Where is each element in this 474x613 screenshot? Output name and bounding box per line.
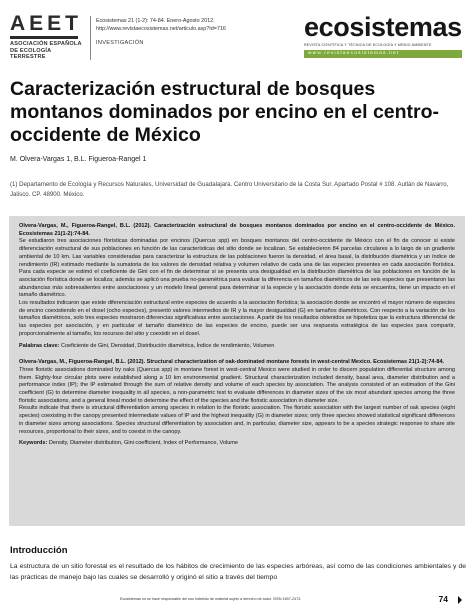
abstract-en-citation: Olvera-Vargas, M., Figueroa-Rangel, B.L. (2012). Structural characterization of oak-dominated montane forests in west-central Mexico. Ecosistemas 21(1-2):74-84.: [19, 359, 445, 366]
abstract-es-results: Los resultados indicaron que existe diferenciación estructural entre especies de acuerdo a la asociación florística; la asociación donde se encontró el mayor número de especies de encino coexistiendo en el dosel (ocho especies), presentó valores intermedios de IR y la mayor desigualdad (G) en tamaños diamétricos. Con respecto a la variación de los tamaños diamétricos, solo tres especies mostraron diferencias significativas entre asociaciones. A partir de los resultados obtenidos se hipotetiza que la estructura diferencial de las especies por asociación, y en particular el tamaño diamétrico de las especies de encino, puede ser una respuesta estratégica de las especies para compartir, proporcionalmente al tamaño, los recursos del sitio y coexistir en el dosel.: [19, 300, 455, 337]
aeet-logo: [10, 14, 84, 61]
aeet-logo-subtitle-1: ASOCIACIÓN ESPAÑOLA: [10, 41, 82, 47]
section-label: INVESTIGACIÓN: [96, 40, 144, 47]
page-header: [10, 14, 466, 72]
abstract-en-results: Results indicate that there is structural differentiation among species in relation to the floristic association. The floristic association with the largest number of oak species (eight species) coexisting in the canopy presented intermediate values of IP and the highest inequality (G) in diameter sizes; only three species showed statistical significant differences in diameter sizes among associations. Species structural differentiation by association and, in particular, diameter size, appears to be a species strategic response to share site resources, proportional to their sizes, and to coexist in the canopy.: [19, 405, 455, 435]
introduction-heading: Introducción: [10, 545, 68, 556]
abstract-en-body: Three floristic associations dominated by oaks (Quercus spp) in montane forest in west-central Mexico were studied in order to discern population differential structure among them. Eighty-four circular plots were established along a 10 km environmental gradient. Structural characterization included density, basal area, diameter distribution and a performance index (IP); the IP estimated through the sum of relative density and volume of each species by association. The analysis consisted of an estimation of the Gini coefficient (G) to determine diameter inequality in all species, a non-parametric test to evaluate differences in diameter sizes of the six most abundant species among the three floristic associations, and a general lineal model to determine the effect of the species and the floristic association in diameter size.: [19, 366, 455, 404]
keywords-es-label: Palabras clave:: [19, 342, 60, 349]
journal-url-link[interactable]: http://www.revistaecosistemas.net/articulo.asp?Id=716: [96, 25, 226, 32]
keywords-en-list: Density, Diameter distribution, Gini coefficient, Index of Performance, Volume: [48, 440, 238, 447]
introduction-text: La estructura de un sitio forestal es el resultado de los hábitos de crecimiento de las especies arbóreas, así como de las condiciones ambientales y de las prácticas de manejo bajo las cuales se desarrolló y originó el sitio a través del tiempo: [10, 563, 466, 581]
article-authors: M. Olvera-Vargas 1, B.L. Figueroa-Rangel 1: [10, 156, 147, 163]
abstract-es-body: Se estudiaron tres asociaciones florísticas dominadas por encinos (Quercus spp) en bosques montanos del centro-occidente de México con el fin de conocer si existe diferenciación estructural de sus poblaciones en función de las características del sitio donde se localizan. Se establecieron 84 parcelas circulares a lo largo de un gradiente ambiental de 10 km. Las variables consideradas para caracterizar la estructura de las poblaciones fueron la densidad, el área basal, la distribución diamétrica y un índice de rendimiento (IR) estimado mediante la sumatoria de los valores de densidad relativa y volumen relativo de cada una de las especies presentes en cada asociación florística. Para cada especie se estimó el coeficiente de Gini con el fin de determinar si se presenta una desigualdad en la distribución diamétrica de las poblaciones en función de la asociación florística donde se localiza; además se aplicó una prueba no-paramétrica para evaluar la diferencia en tamaños diamétricos de las seis especies que presentaron las abundancias más sobresalientes entre asociaciones y un modelo lineal general para determinar si la especie y la asociación donde ésta se encuentra, tiene un impacto en el tamaño diamétrico.: [19, 238, 455, 299]
aeet-logo-bar: [10, 36, 78, 39]
keywords-es-list: Coeficiente de Gini, Densidad, Distribución diamétrica, Índice de rendimiento, Volumen: [60, 342, 275, 349]
next-page-arrow-icon[interactable]: [458, 596, 462, 604]
author-affiliation: (1) Departamento de Ecología y Recursos Naturales, Universidad de Guadalajara. Centro Universitario de la Costa Sur. Apartado Postal # 108. Autlán de Navarro, Jalisco. CP. 48900. México.: [10, 181, 449, 198]
header-divider: [90, 16, 91, 60]
ecosistemas-logo: [304, 14, 466, 58]
page-number-value: 74: [438, 594, 448, 604]
ecosistemas-tagline: REVISTA CIENTÍFICA Y TÉCNICA DE ECOLOGÍA Y MEDIO AMBIENTE: [304, 43, 432, 47]
aeet-logo-letters: AEET: [10, 12, 83, 35]
aeet-logo-subtitle-2: DE ECOLOGÍA TERRESTRE: [10, 47, 52, 60]
ecosistemas-logo-title: ecosistemas: [304, 12, 462, 42]
journal-issue: Ecosistemas 21 (1-2): 74-84. Enero-Agosto 2012.: [96, 18, 215, 24]
abstract-box: [9, 216, 465, 526]
abstract-en-keywords: [19, 440, 455, 448]
article-title: Caracterización estructural de bosques montanos dominados por encino en el centro-occidente de México: [10, 78, 440, 146]
ecosistemas-url-link[interactable]: www.revistaecosistemas.net: [304, 50, 462, 58]
abstract-es-citation: Olvera-Vargas, M., Figueroa-Rangel, B.L. (2012). Caracterización estructural de bosques montanos dominados por encino en el centro-occidente de México. Ecosistemas 21(1-2):74-84.: [19, 223, 455, 237]
keywords-en-label: Keywords:: [19, 440, 48, 447]
abstract-es-keywords: [19, 343, 455, 351]
journal-info: [96, 18, 296, 48]
footer-note: Ecosistemas no se hace responsable del uso indebido de material sujeto a derecho de autor. ISSN 1697-2473.: [120, 597, 302, 601]
page-number: [439, 594, 448, 604]
